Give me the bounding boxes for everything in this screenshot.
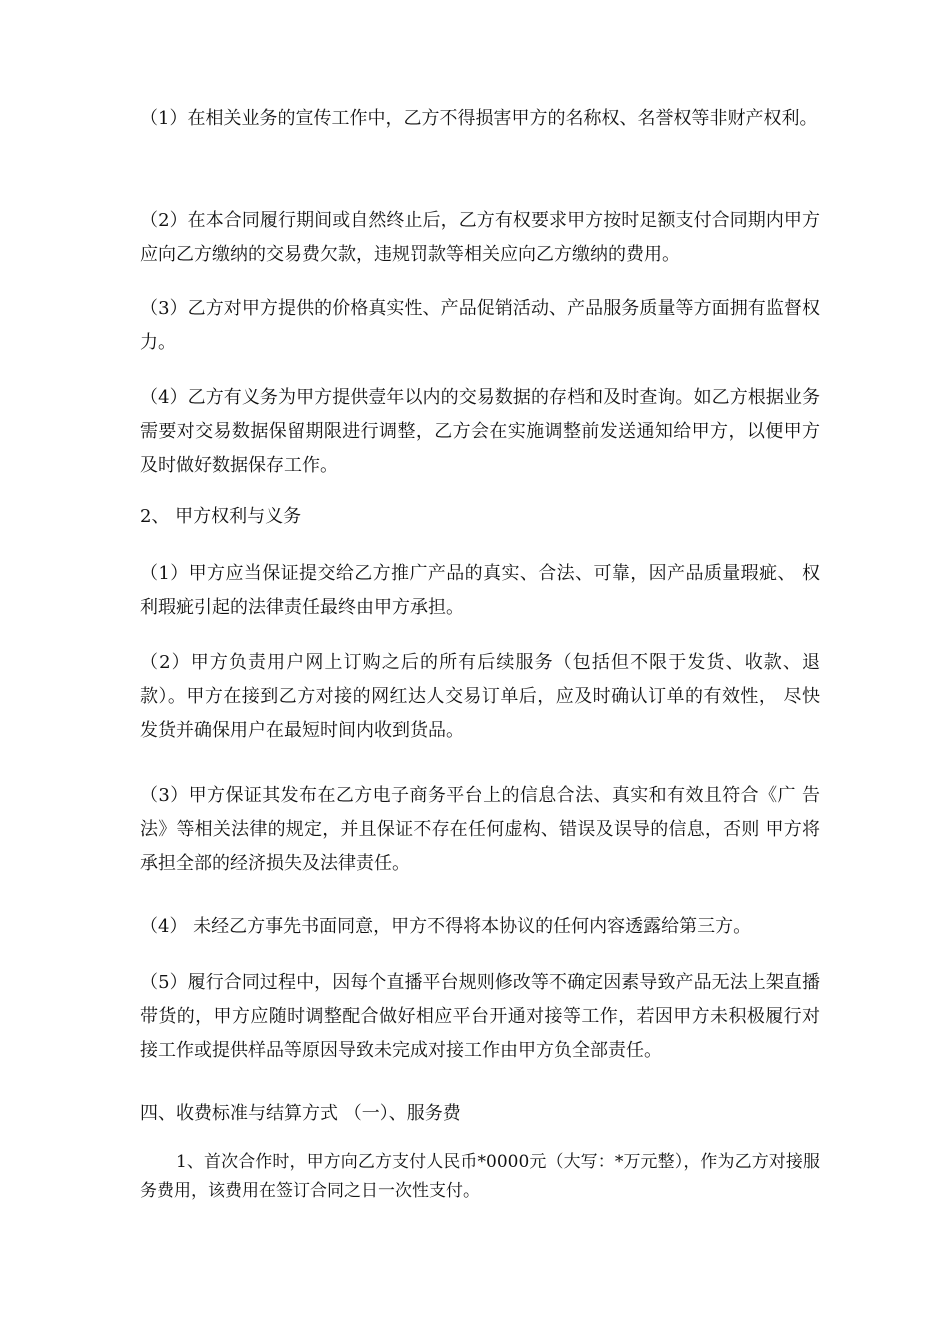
clause-party-a-2: （2）甲方负责用户网上订购之后的所有后续服务（包括但不限于发货、收款、退款）。甲方在接到乙方对接的网红达人交易订单后，应及时确认订单的有效性， 尽快发货并确保用户在最短时间内收到货品。 (140, 652, 820, 741)
clause-service-fee-1: 1、首次合作时，甲方向乙方支付人民币*0000元（大写：*万元整），作为乙方对接服务费用，该费用在签订合同之日一次性支付。 (140, 1152, 820, 1201)
clause-party-b-rights-2: （2）在本合同履行期间或自然终止后，乙方有权要求甲方按时足额支付合同期内甲方应向乙方缴纳的交易费欠款，违规罚款等相关应向乙方缴纳的费用。 (140, 210, 820, 265)
clause-party-a-4: （4） 未经乙方事先书面同意，甲方不得将本协议的任何内容透露给第三方。 (140, 916, 752, 937)
clause-party-b-rights-1: （1）在相关业务的宣传工作中，乙方不得损害甲方的名称权、名誉权等非财产权利。 (140, 108, 818, 129)
clause-party-b-rights-4: （4）乙方有义务为甲方提供壹年以内的交易数据的存档和及时查询。如乙方根据业务需要对交易数据保留期限进行调整，乙方会在实施调整前发送通知给甲方，以便甲方及时做好数据保存工作。 (140, 387, 820, 476)
clause-party-a-5: （5）履行合同过程中，因每个直播平台规则修改等不确定因素导致产品无法上架直播带货的，甲方应随时调整配合做好相应平台开通对接等工作，若因甲方未积极履行对接工作或提供样品等原因导致未完成对接工作由甲方负全部责任。 (140, 972, 820, 1061)
section-heading-fees: 四、收费标准与结算方式 （一）、服务费 (140, 1103, 461, 1124)
clause-party-a-1: （1）甲方应当保证提交给乙方推广产品的真实、合法、可靠，因产品质量瑕疵、 权利瑕疵引起的法律责任最终由甲方承担。 (140, 563, 820, 618)
clause-party-a-3: （3）甲方保证其发布在乙方电子商务平台上的信息合法、真实和有效且符合《广 告法》等相关法律的规定，并且保证不存在任何虚构、错误及误导的信息，否则 甲方将承担全部的经济损失及法律责任。 (140, 785, 820, 874)
clause-party-b-rights-3: （3）乙方对甲方提供的价格真实性、产品促销活动、产品服务质量等方面拥有监督权力。 (140, 298, 820, 353)
section-heading-party-a: 2、 甲方权利与义务 (140, 506, 302, 527)
